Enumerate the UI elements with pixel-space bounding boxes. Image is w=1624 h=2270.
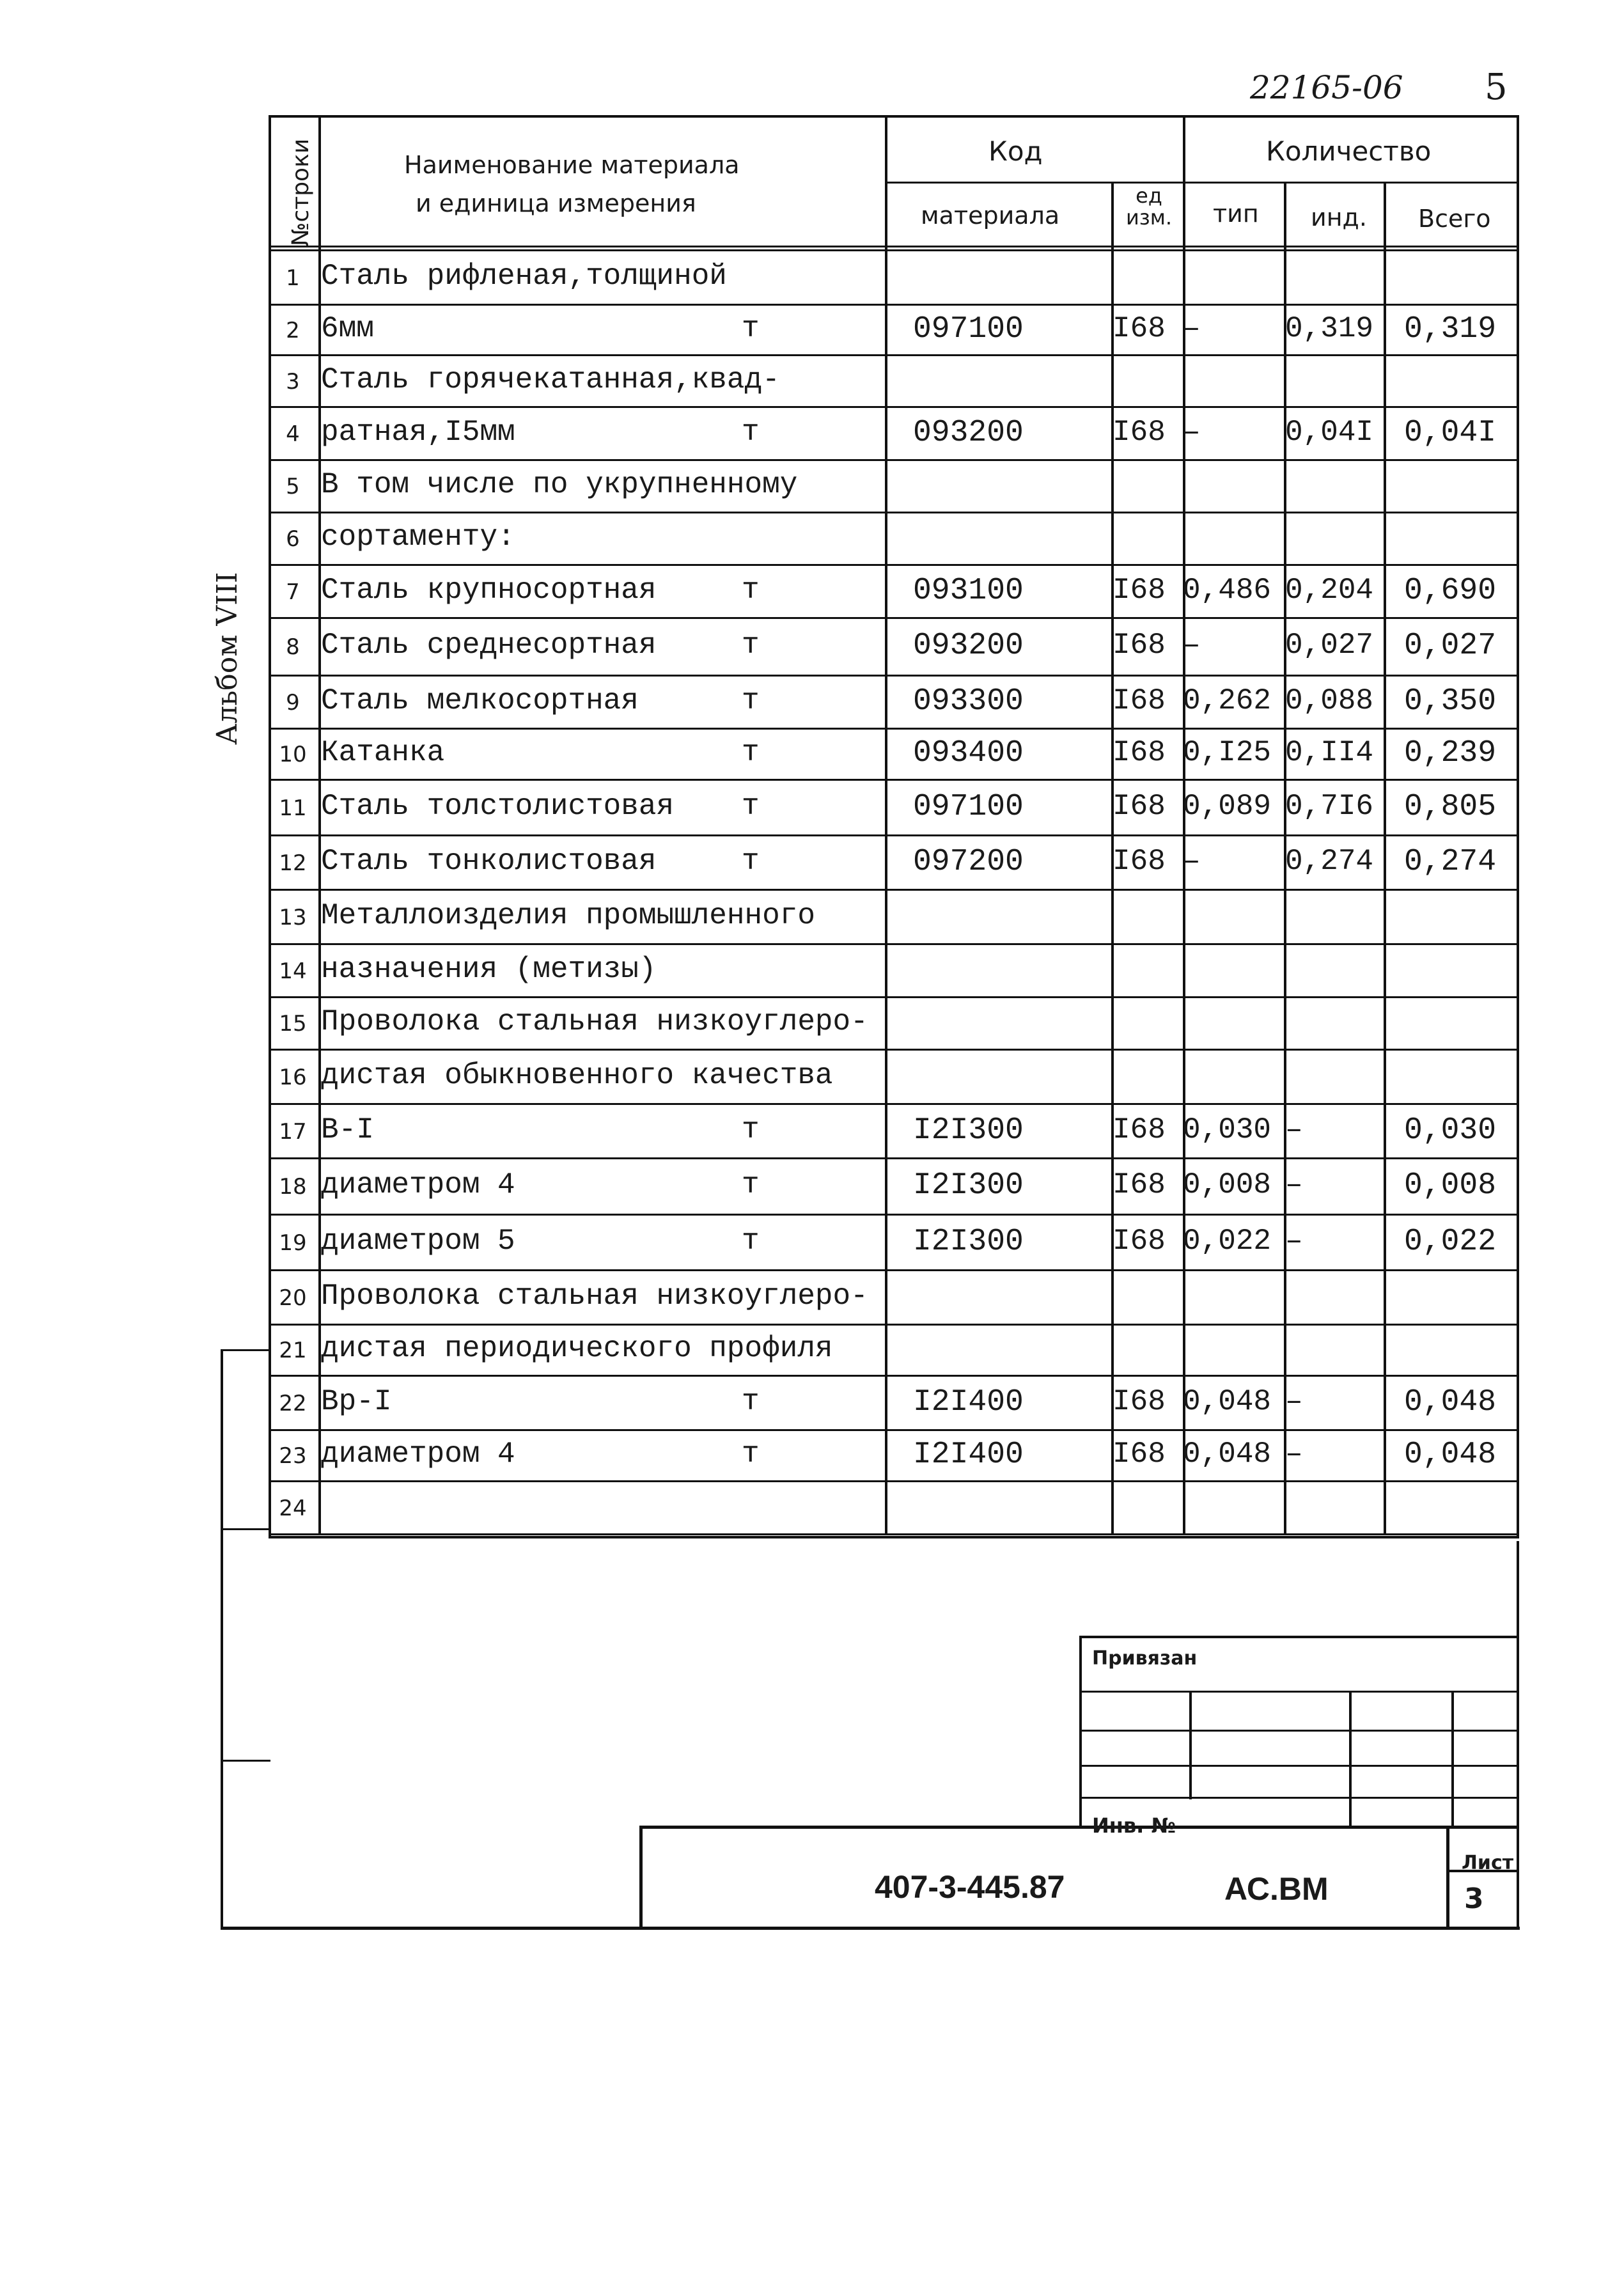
cell-ind: – [1285, 1113, 1303, 1147]
cell-name: дистая обыкновенного качества [321, 1058, 833, 1092]
row-number: 24 [279, 1495, 307, 1521]
row-rule [269, 1533, 1519, 1535]
cell-name: Металлоизделия промышленного [321, 898, 815, 932]
cell-total: 0,008 [1404, 1168, 1497, 1203]
stamp-sheet-no: 3 [1464, 1883, 1484, 1915]
row-number: 13 [279, 904, 307, 930]
stamp-col-3 [1451, 1691, 1454, 1828]
row-number: 22 [279, 1390, 307, 1416]
cell-code: I2I400 [913, 1437, 1024, 1472]
header-mid-rule [885, 182, 1517, 184]
margin-strip-mid-2 [221, 1760, 270, 1762]
row-rule [269, 1214, 1519, 1216]
cell-ind: 0,274 [1285, 844, 1374, 878]
cell-code: 093200 [913, 629, 1024, 663]
row-rule [269, 459, 1519, 461]
cell-code: I2I300 [913, 1113, 1024, 1148]
row-number: 8 [286, 634, 300, 660]
cell-name: диаметром 5 [321, 1224, 515, 1258]
cell-name: Вр-I [321, 1384, 392, 1418]
cell-ind: 0,7I6 [1285, 789, 1374, 823]
cell-name: дистая периодического профиля [321, 1332, 833, 1365]
cell-unit-letter: т [742, 789, 760, 823]
stamp-attached: Привязан [1092, 1647, 1198, 1670]
cell-typ: – [1183, 629, 1201, 662]
cell-unit-code: I68 [1113, 684, 1166, 717]
row-number: 18 [279, 1174, 307, 1200]
row-rule [269, 1429, 1519, 1431]
row-number: 19 [279, 1230, 307, 1256]
cell-name: Сталь толстолистовая [321, 789, 675, 823]
cell-unit-letter: т [742, 415, 760, 449]
cell-name: 6мм [321, 311, 374, 345]
row-rule [269, 889, 1519, 891]
cell-total: 0,274 [1404, 844, 1497, 879]
cell-unit-code: I68 [1113, 1224, 1166, 1258]
header-name-line2: и единица измерения [416, 189, 696, 217]
cell-code: 093300 [913, 684, 1024, 719]
cell-name: Сталь среднесортная [321, 629, 657, 662]
row-number: 1 [286, 265, 300, 291]
row-number: 6 [286, 526, 300, 552]
cell-ind: – [1285, 1437, 1303, 1471]
cell-name: Катанка [321, 736, 445, 769]
cell-typ: 0,048 [1183, 1384, 1272, 1418]
row-rule [269, 1269, 1519, 1271]
row-number: 14 [279, 958, 307, 984]
cell-total: 0,239 [1404, 736, 1497, 771]
stamp-top-rule [1079, 1636, 1519, 1638]
row-rule [269, 304, 1519, 306]
cell-unit-code: I68 [1113, 789, 1166, 823]
col-rule-code [885, 115, 887, 1533]
row-rule [269, 406, 1519, 408]
table-right-rule [1517, 115, 1519, 1536]
page-number: 5 [1485, 67, 1508, 108]
row-number: 7 [286, 579, 300, 605]
margin-strip-top [221, 1349, 270, 1351]
row-number: 11 [279, 795, 307, 821]
cell-total: 0,350 [1404, 684, 1497, 719]
cell-ind: – [1285, 1224, 1303, 1258]
row-rule [269, 1375, 1519, 1377]
title-block-top [639, 1826, 1519, 1829]
row-number: 12 [279, 850, 307, 876]
row-rule [269, 1480, 1519, 1482]
margin-strip-outer [221, 1349, 223, 1928]
cell-unit-letter: т [742, 1437, 760, 1471]
cell-typ: 0,089 [1183, 789, 1272, 823]
cell-typ: 0,030 [1183, 1113, 1272, 1147]
cell-total: 0,030 [1404, 1113, 1497, 1148]
stamp-col-2 [1349, 1691, 1352, 1828]
cell-name: Сталь крупносортная [321, 573, 657, 607]
cell-code: 097100 [913, 789, 1024, 824]
cell-unit-code: I68 [1113, 415, 1166, 449]
row-number: 16 [279, 1064, 307, 1090]
cell-unit-code: I68 [1113, 573, 1166, 607]
cell-code: 097100 [913, 311, 1024, 347]
row-number: 23 [279, 1443, 307, 1469]
row-number: 10 [279, 742, 307, 767]
cell-typ: 0,008 [1183, 1168, 1272, 1202]
cell-name: Проволока стальная низкоуглеро- [321, 1005, 868, 1038]
row-rule [269, 564, 1519, 566]
cell-typ: 0,I25 [1183, 736, 1272, 769]
row-rule [269, 1324, 1519, 1326]
cell-total: 0,022 [1404, 1224, 1497, 1259]
cell-code: 093100 [913, 573, 1024, 608]
cell-unit-letter: т [742, 1113, 760, 1147]
row-number: 2 [286, 317, 300, 343]
cell-ind: – [1285, 1168, 1303, 1202]
cell-total: 0,048 [1404, 1437, 1497, 1472]
cell-name: Сталь тонколистовая [321, 844, 657, 878]
cell-unit-letter: т [742, 684, 760, 717]
cell-unit-letter: т [742, 573, 760, 607]
cell-unit-code: I68 [1113, 1168, 1166, 1202]
cell-ind: – [1285, 1384, 1303, 1418]
header-code: Код [988, 136, 1043, 167]
row-number: 21 [279, 1338, 307, 1363]
header-bottom-rule-b [269, 249, 1519, 251]
row-rule [269, 996, 1519, 998]
cell-total: 0,805 [1404, 789, 1497, 824]
cell-name: назначения (метизы) [321, 952, 657, 986]
doc-code-handwritten: 22165-06 [1250, 69, 1403, 106]
row-number: 5 [286, 474, 300, 499]
row-rule [269, 779, 1519, 781]
header-material: материала [921, 201, 1060, 230]
cell-unit-code: I68 [1113, 1384, 1166, 1418]
stamp-sheet-label: Лист [1462, 1852, 1514, 1874]
cell-typ: – [1183, 415, 1201, 449]
cell-total: 0,04I [1404, 415, 1497, 450]
cell-name: диаметром 4 [321, 1437, 515, 1471]
cell-name: Сталь мелкосортная [321, 684, 639, 717]
cell-unit-letter: т [742, 629, 760, 662]
row-number: 9 [286, 689, 300, 716]
cell-unit-letter: т [742, 311, 760, 345]
row-rule [269, 1157, 1519, 1159]
cell-ind: 0,027 [1285, 629, 1374, 662]
row-number: 15 [279, 1011, 307, 1037]
cell-ind: 0,II4 [1285, 736, 1374, 769]
title-block-left [639, 1826, 643, 1928]
row-rule [269, 617, 1519, 619]
cell-typ: 0,048 [1183, 1437, 1272, 1471]
row-rule [269, 834, 1519, 836]
header-typ: тип [1213, 200, 1259, 228]
cell-unit-code: I68 [1113, 736, 1166, 769]
cell-unit-letter: т [742, 844, 760, 878]
cell-code: I2I400 [913, 1384, 1024, 1420]
cell-code: 093200 [913, 415, 1024, 450]
stamp-col-1 [1189, 1691, 1192, 1799]
cell-ind: 0,204 [1285, 573, 1374, 607]
cell-unit-code: I68 [1113, 1113, 1166, 1147]
cell-typ: 0,486 [1183, 573, 1272, 607]
cell-typ: – [1183, 311, 1201, 345]
cell-total: 0,319 [1404, 311, 1497, 347]
cell-code: 093400 [913, 736, 1024, 771]
cell-name: сортаменту: [321, 521, 515, 554]
cell-total: 0,048 [1404, 1384, 1497, 1420]
header-bottom-rule-a [269, 246, 1519, 247]
cell-unit-code: I68 [1113, 1437, 1166, 1471]
row-rule [269, 512, 1519, 513]
cell-name: В том числе по укрупненному [321, 468, 798, 501]
cell-total: 0,027 [1404, 629, 1497, 663]
cell-unit-code: I68 [1113, 629, 1166, 662]
cell-typ: – [1183, 844, 1201, 878]
cell-code: 097200 [913, 844, 1024, 879]
header-total: Всего [1418, 205, 1491, 233]
cell-typ: 0,262 [1183, 684, 1272, 717]
cell-name: Проволока стальная низкоуглеро- [321, 1279, 868, 1313]
margin-strip-mid-1 [221, 1528, 270, 1530]
table-top-rule [269, 115, 1519, 118]
cell-unit-code: I68 [1113, 311, 1166, 345]
sheet-bottom-rule [221, 1927, 1520, 1930]
cell-total: 0,690 [1404, 573, 1497, 608]
row-rule [269, 943, 1519, 945]
stamp-inv-no: Инв. № [1092, 1813, 1176, 1838]
cell-unit-code: I68 [1113, 844, 1166, 878]
cell-name: Сталь горячекатанная,квад- [321, 363, 780, 396]
header-unit-text: ед изм. [1125, 184, 1173, 230]
header-name-line1: Наименование материала [404, 151, 740, 179]
cell-unit-letter: т [742, 1224, 760, 1258]
header-quantity: Количество [1266, 136, 1432, 167]
cell-ind: 0,088 [1285, 684, 1374, 717]
row-rule [269, 354, 1519, 356]
title-block-sheet-left [1446, 1826, 1449, 1928]
album-label: Альбом VIII [211, 572, 244, 745]
cell-unit-letter: т [742, 1168, 760, 1202]
cell-ind: 0,04I [1285, 415, 1374, 449]
table-bottom-rule [269, 1536, 1519, 1538]
header-row-no: №строки [288, 138, 314, 246]
row-number: 3 [286, 368, 300, 395]
row-number: 20 [279, 1285, 307, 1311]
row-number: 4 [286, 421, 300, 447]
table-left-rule [269, 115, 271, 1536]
col-rule-total [1384, 182, 1386, 1533]
row-rule [269, 1049, 1519, 1051]
row-rule [269, 675, 1519, 677]
cell-name: ратная,I5мм [321, 415, 515, 449]
row-number: 17 [279, 1118, 307, 1145]
cell-code: I2I300 [913, 1168, 1024, 1203]
cell-name: Сталь рифленая,толщиной [321, 259, 727, 293]
stamp-left-rule [1079, 1636, 1082, 1828]
row-rule [269, 728, 1519, 730]
header-ind: инд. [1311, 203, 1367, 231]
cell-name: В-I [321, 1113, 374, 1147]
cell-code: I2I300 [913, 1224, 1024, 1259]
header-unit [1120, 185, 1178, 228]
cell-unit-letter: т [742, 736, 760, 769]
row-rule [269, 1103, 1519, 1105]
cell-unit-letter: т [742, 1384, 760, 1418]
cell-typ: 0,022 [1183, 1224, 1272, 1258]
stamp-drawing-code: 407-3-445.87 [875, 1869, 1065, 1905]
stamp-set-mark: АС.ВМ [1224, 1871, 1329, 1907]
cell-ind: 0,319 [1285, 311, 1374, 345]
cell-name: диаметром 4 [321, 1168, 515, 1202]
